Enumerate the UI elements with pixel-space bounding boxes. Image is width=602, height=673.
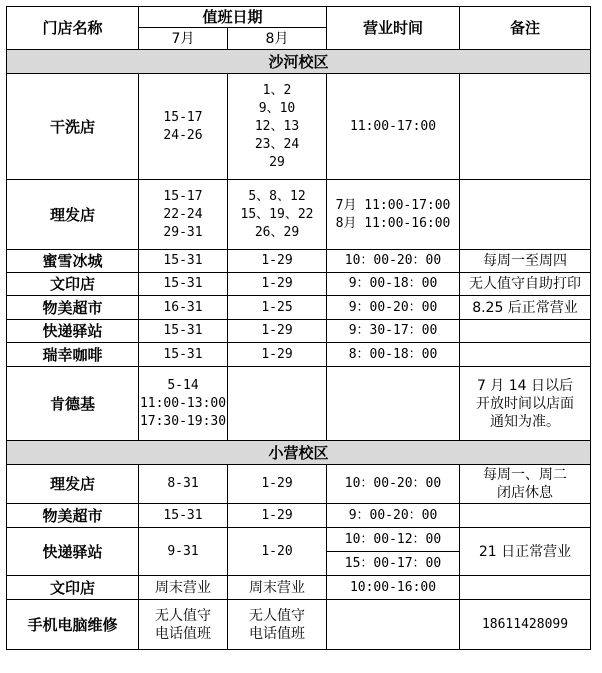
remark: 8.25 后正常营业 [460,296,591,320]
august-dates: 1-29 [228,273,327,296]
business-hours [327,600,460,650]
business-hours: 9：00-20：00 [327,296,460,320]
business-hours: 10：00-12：00 [327,528,460,552]
july-dates: 15-31 [139,273,228,296]
business-hours: 9：00-18：00 [327,273,460,296]
august-dates: 1-29 [228,320,327,343]
store-name: 快递驿站 [7,320,139,343]
store-name: 文印店 [7,576,139,600]
header-hours: 营业时间 [327,7,460,50]
july-dates: 15-31 [139,320,228,343]
business-hours: 10:00-16:00 [327,576,460,600]
store-name: 物美超市 [7,296,139,320]
store-name: 理发店 [7,465,139,504]
business-hours: 11:00-17:00 [327,74,460,180]
store-name: 瑞幸咖啡 [7,343,139,367]
business-hours: 9：00-20：00 [327,504,460,528]
august-dates: 1-29 [228,465,327,504]
business-hours: 10：00-20：00 [327,465,460,504]
header-duty-dates: 值班日期 [139,7,327,28]
remark: 每周一、周二 闭店休息 [460,465,591,504]
business-hours: 7月 11:00-17:00 8月 11:00-16:00 [327,180,460,250]
august-dates: 1-20 [228,528,327,576]
business-hours: 9：30-17：00 [327,320,460,343]
campus-heading-xiaoying: 小营校区 [7,441,591,465]
august-dates [228,367,327,441]
july-dates: 周末营业 [139,576,228,600]
header-august: 8月 [228,28,327,50]
store-name: 理发店 [7,180,139,250]
remark: 21 日正常营业 [460,528,591,576]
business-hours: 10：00-20：00 [327,250,460,273]
remark [460,343,591,367]
july-dates: 15-31 [139,343,228,367]
august-dates: 1-29 [228,343,327,367]
remark: 7 月 14 日以后 开放时间以店面 通知为准。 [460,367,591,441]
header-july: 7月 [139,28,228,50]
header-remarks: 备注 [460,7,591,50]
august-dates: 无人值守 电话值班 [228,600,327,650]
july-dates: 9-31 [139,528,228,576]
store-name: 快递驿站 [7,528,139,576]
header-store-name: 门店名称 [7,7,139,50]
july-dates: 15-17 24-26 [139,74,228,180]
store-name: 手机电脑维修 [7,600,139,650]
duty-schedule-sheet [6,6,591,650]
july-dates: 16-31 [139,296,228,320]
july-dates: 5-14 11:00-13:00 17:30-19:30 [139,367,228,441]
august-dates: 周末营业 [228,576,327,600]
august-dates: 1-25 [228,296,327,320]
remark [460,74,591,180]
remark [460,320,591,343]
remark: 18611428099 [460,600,591,650]
august-dates: 5、8、12 15、19、22 26、29 [228,180,327,250]
remark [460,576,591,600]
business-hours: 15：00-17：00 [327,552,460,576]
business-hours [327,367,460,441]
august-dates: 1-29 [228,504,327,528]
store-name: 蜜雪冰城 [7,250,139,273]
july-dates: 无人值守 电话值班 [139,600,228,650]
store-name: 物美超市 [7,504,139,528]
july-dates: 15-17 22-24 29-31 [139,180,228,250]
july-dates: 15-31 [139,504,228,528]
remark [460,504,591,528]
business-hours: 8：00-18：00 [327,343,460,367]
july-dates: 15-31 [139,250,228,273]
august-dates: 1、2 9、10 12、13 23、24 29 [228,74,327,180]
store-name: 干洗店 [7,74,139,180]
remark: 无人值守自助打印 [460,273,591,296]
remark: 每周一至周四 [460,250,591,273]
august-dates: 1-29 [228,250,327,273]
remark [460,180,591,250]
july-dates: 8-31 [139,465,228,504]
duty-schedule-table [6,6,591,650]
store-name: 肯德基 [7,367,139,441]
campus-heading-shahe: 沙河校区 [7,50,591,74]
store-name: 文印店 [7,273,139,296]
